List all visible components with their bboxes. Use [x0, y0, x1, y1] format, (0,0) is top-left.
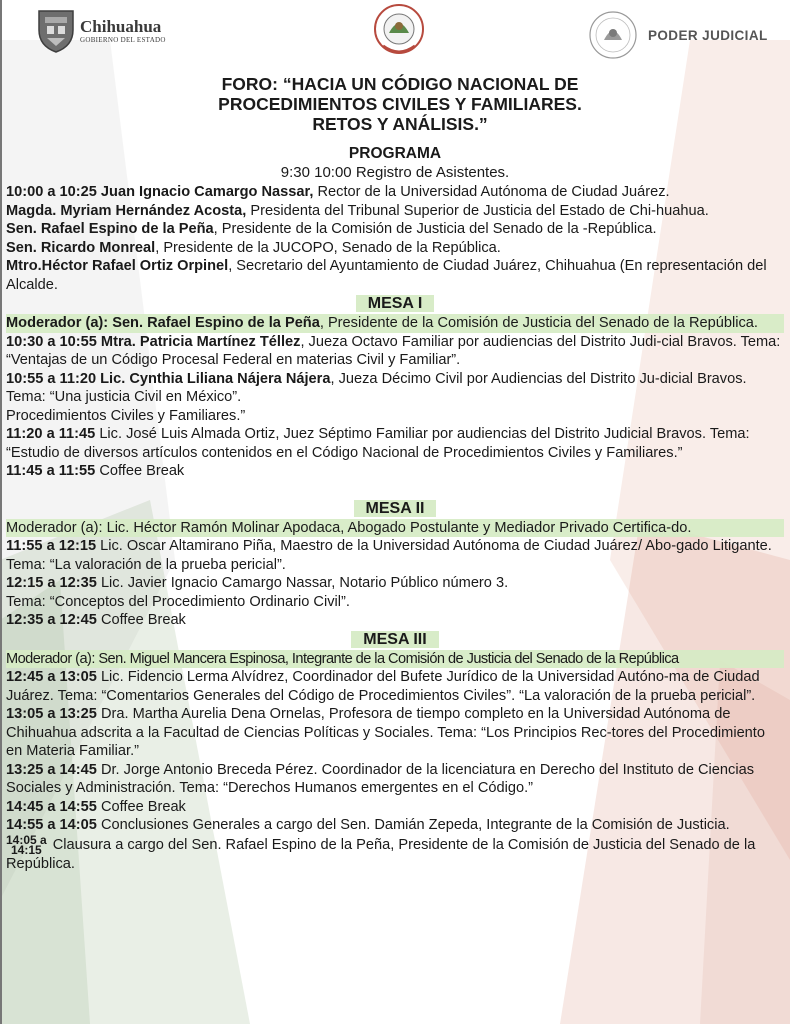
agenda-text: Conclusiones Generales a cargo del Sen. Damián Zepeda, Integrante de la Comisión de Justicia.: [96, 817, 730, 833]
agenda-item: [6, 257, 784, 294]
agenda-item: [6, 611, 784, 630]
agenda-bold: 12:15 a 12:35: [6, 575, 97, 591]
mesa-1-moderator: [6, 314, 784, 333]
agenda-text: , Jueza Décimo Civil por Audiencias del Distrito Ju-dicial Bravos. Tema: “Una justicia Civil en México”.: [6, 370, 747, 405]
logo-subtitle: GOBIERNO DEL ESTADO: [80, 36, 166, 44]
national-seal-icon: [588, 10, 638, 60]
agenda-text: Coffee Break: [95, 463, 185, 479]
state-shield-icon: [36, 8, 76, 54]
agenda-bold: 11:55 a 12:15: [6, 538, 97, 554]
agenda-item: [6, 816, 784, 835]
agenda-text: , Presidente de la Comisión de Justicia del Senado de la República.: [319, 315, 758, 331]
agenda-item: [6, 407, 784, 426]
agenda-bold: 14:55 a 14:05: [6, 817, 97, 833]
agenda-item: [6, 425, 784, 462]
mesa-3-heading: [6, 630, 784, 650]
title-line: PROCEDIMIENTOS CIVILES Y FAMILIARES.: [218, 94, 582, 114]
agenda-bold: 13:25 a 14:45: [6, 761, 97, 778]
mesa-label: MESA II: [354, 500, 437, 517]
forum-title: [190, 74, 610, 134]
agenda-bold: Moderador (a): Sen. Rafael Espino de la Peña: [6, 315, 320, 331]
agenda-text: Coffee Break: [96, 612, 186, 628]
mesa-3-moderator: Moderador (a): Sen. Miguel Mancera Espinosa, Integrante de la Comisión de Justicia del Senado de la República: [6, 650, 784, 669]
agenda-item: [6, 370, 784, 407]
agenda-item: [6, 574, 784, 593]
section-spacer: [6, 481, 784, 499]
agenda-text: Procedimientos Civiles y Familiares.”: [6, 407, 246, 424]
agenda-item: [6, 593, 784, 612]
registration-line: 9:30 10:00 Registro de Asistentes.: [280, 164, 510, 181]
agenda-bold: Sen. Ricardo Monreal: [6, 239, 156, 256]
agenda-item: [6, 761, 784, 798]
agenda-item: [6, 705, 784, 761]
agenda-bold: 11:45 a 11:55: [6, 463, 96, 479]
agenda-text: Lic. Fidencio Lerma Alvídrez, Coordinador del Bufete Jurídico de la Universidad Autóno-ma de Ciudad Juárez. Tema: “Comentarios Generales del Código de Procedimientos Civiles”. “La valoración de la prueba pericial”.: [6, 669, 760, 704]
agenda-text: Dr. Jorge Antonio Breceda Pérez. Coordinador de la licenciatura en Derecho del Instituto de Ciencias Sociales y Administración. Tema: “Derechos Humanos emergentes en el Código.”: [6, 761, 754, 796]
mesa-2-moderator: Moderador (a): Lic. Héctor Ramón Molinar Apodaca, Abogado Postulante y Mediador Privado Certifica-do.: [6, 519, 784, 538]
mesa-2-heading: [6, 499, 784, 519]
agenda-bold: Sen. Rafael Espino de la Peña: [6, 221, 214, 237]
agenda-text: Coffee Break: [96, 798, 186, 815]
closing-item: [6, 832, 784, 874]
chihuahua-logo: [36, 8, 166, 54]
agenda-bold: 10:00 a 10:25 Juan Ignacio Camargo Nassar,: [6, 184, 314, 200]
agenda-bold: 13:05 a 13:25: [6, 706, 97, 722]
agenda-bold: Mtro.Héctor Rafael Ortiz Orpinel: [6, 258, 229, 274]
agenda-bold: 10:30 a 10:55 Mtra. Patricia Martínez Téllez: [6, 333, 301, 350]
poder-judicial-label: PODER JUDICIAL: [648, 27, 768, 43]
program-heading: PROGRAMA: [348, 145, 442, 162]
agenda-text: , Presidente de la JUCOPO, Senado de la República.: [155, 239, 501, 256]
mesa-label: MESA III: [351, 631, 438, 648]
agenda-text: Tema: “Conceptos del Procedimiento Ordinario Civil”.: [6, 593, 350, 610]
poder-judicial-logo: [588, 10, 768, 60]
logo-name: Chihuahua: [80, 17, 162, 36]
closing-time-start: 14:05 a: [6, 832, 47, 847]
agenda-bold: 14:45 a 14:55: [6, 798, 97, 815]
agenda-item: [6, 668, 784, 705]
senate-seal-icon: [365, 2, 433, 60]
closing-text: Clausura a cargo del Sen. Rafael Espino de la Peña, Presidente de la Comisión de Justicia del Senado de la República.: [6, 836, 756, 872]
agenda-item: [6, 220, 784, 239]
agenda-bold: Magda. Myriam Hernández Acosta,: [6, 202, 247, 219]
agenda-item: [6, 537, 784, 574]
agenda-item: [6, 462, 784, 481]
agenda-bold: 11:20 a 11:45: [6, 426, 96, 442]
agenda-item: [6, 798, 784, 817]
mesa-1-heading: [6, 294, 784, 314]
closing-time: [6, 832, 47, 857]
agenda-text: , Jueza Octavo Familiar por audiencias del Distrito Judi-cial Bravos. Tema: “Ventajas de un Código Procesal Federal en materias Civil y Familiar”.: [6, 333, 781, 368]
agenda-text: Rector de la Universidad Autónoma de Ciudad Juárez.: [313, 184, 670, 200]
title-line: FORO: “HACIA UN CÓDIGO NACIONAL DE: [221, 74, 579, 94]
agenda-bold: 12:35 a 12:45: [6, 612, 97, 628]
agenda-text: Dra. Martha Aurelia Dena Ornelas, Profesora de tiempo completo en la Universidad Autónoma de Chihuahua adscrita a la Facultad de Ciencias Políticas y Sociales. Tema: “Los Principios Rec-tores del Procedimiento en Materia Familiar.”: [6, 706, 765, 759]
agenda-text: Lic. Javier Ignacio Camargo Nassar, Notario Público número 3.: [96, 575, 509, 591]
title-line: RETOS Y ANÁLISIS.”: [312, 114, 488, 134]
agenda-text: Presidenta del Tribunal Superior de Justicia del Estado de Chi-huahua.: [246, 202, 709, 219]
agenda-text: , Secretario del Ayuntamiento de Ciudad Juárez, Chihuahua (En representación del Alcalde.: [6, 258, 767, 293]
mesa-label: MESA I: [356, 295, 435, 312]
agenda-bold: 12:45 a 13:05: [6, 669, 97, 685]
program-body: [6, 183, 784, 873]
agenda-item: [6, 239, 784, 258]
agenda-item: [6, 333, 784, 370]
agenda-text: Lic. José Luis Almada Ortiz, Juez Séptimo Familiar por audiencias del Distrito Judicial Bravos. Tema: “Estudio de diversos artículos contenidos en el Código Nacional de Procedimientos Civiles y Familiares.”: [6, 426, 750, 461]
agenda-text: , Presidente de la Comisión de Justicia del Senado de la -República.: [213, 221, 657, 237]
agenda-text: Lic. Oscar Altamirano Piña, Maestro de la Universidad Autónoma de Ciudad Juárez/ Abo-gado Litigante. Tema: “La valoración de la prueba pericial”.: [6, 538, 772, 573]
agenda-item: [6, 183, 784, 202]
agenda-item: [6, 202, 784, 221]
closing-time-end: 14:15: [11, 842, 42, 857]
agenda-bold: 10:55 a 11:20 Lic. Cynthia Liliana Nájera Nájera: [6, 370, 331, 387]
